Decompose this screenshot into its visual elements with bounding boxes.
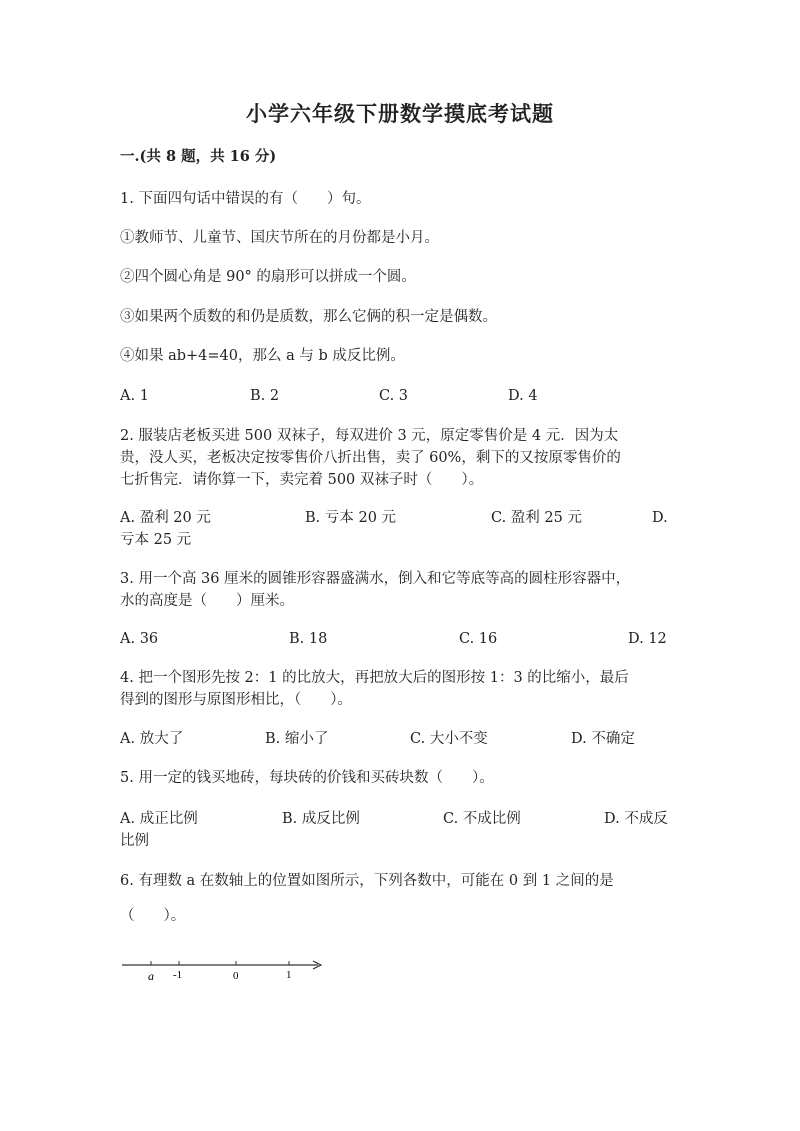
q5-option-d-continued: 比例 (120, 833, 149, 849)
label-a: a (148, 969, 154, 983)
number-line-figure (120, 955, 330, 985)
q1-statement-3: ③如果两个质数的和仍是质数，那么它俩的积一定是偶数。 (120, 309, 497, 325)
q2-option-c[interactable]: C. 盈利 25 元 (491, 510, 582, 526)
q3-stem-line-1: 3. 用一个高 36 厘米的圆锥形容器盛满水，倒入和它等底等高的圆柱形容器中， (120, 571, 631, 587)
q3-option-b[interactable]: B. 18 (289, 631, 328, 647)
q6-stem-line-1: 6. 有理数 a 在数轴上的位置如图所示，下列各数中，可能在 0 到 1 之间的是 (120, 873, 614, 889)
section-heading: 一.(共 8 题，共 16 分) (120, 148, 277, 165)
q3-stem-line-2: 水的高度是（ ）厘米。 (120, 593, 294, 609)
q5-option-d[interactable]: D. 不成反 (604, 811, 668, 827)
q6-stem-line-2: （ ）。 (120, 908, 186, 924)
q5-option-a[interactable]: A. 成正比例 (120, 811, 198, 827)
q1-statement-4: ④如果 ab+4=40，那么 a 与 b 成反比例。 (120, 348, 405, 364)
q3-option-a[interactable]: A. 36 (120, 631, 159, 647)
page-title: 小学六年级下册数学摸底考试题 (246, 101, 554, 126)
q5-stem: 5. 用一定的钱买地砖，每块砖的价钱和买砖块数（ ）。 (120, 770, 494, 786)
q5-option-c[interactable]: C. 不成比例 (443, 811, 521, 827)
q2-stem-line-1: 2. 服装店老板买进 500 双袜子，每双进价 3 元，原定零售价是 4 元．因为太 (120, 428, 619, 444)
q1-option-a[interactable]: A. 1 (120, 388, 149, 404)
q1-option-d[interactable]: D. 4 (508, 388, 538, 404)
q5-option-b[interactable]: B. 成反比例 (282, 811, 360, 827)
q1-option-c[interactable]: C. 3 (379, 388, 409, 404)
q4-stem-line-1: 4. 把一个图形先按 2：1 的比放大，再把放大后的图形按 1：3 的比缩小，最后 (120, 670, 629, 686)
q4-option-b[interactable]: B. 缩小了 (265, 731, 329, 747)
q4-option-c[interactable]: C. 大小不变 (410, 731, 488, 747)
q4-option-d[interactable]: D. 不确定 (571, 731, 635, 747)
q4-stem-line-2: 得到的图形与原图形相比，（ ）。 (120, 692, 352, 708)
label-1: 1 (286, 969, 292, 981)
q2-option-d-continued: 亏本 25 元 (120, 532, 192, 548)
q2-option-a[interactable]: A. 盈利 20 元 (120, 510, 211, 526)
q3-option-c[interactable]: C. 16 (459, 631, 498, 647)
label-0: 0 (233, 970, 239, 982)
q2-stem-line-2: 贵，没人买，老板决定按零售价八折出售，卖了 60%，剩下的又按原零售价的 (120, 450, 621, 466)
q1-stem: 1. 下面四句话中错误的有（ ）句。 (120, 191, 371, 207)
q2-option-b[interactable]: B. 亏本 20 元 (305, 510, 397, 526)
q1-option-b[interactable]: B. 2 (250, 388, 280, 404)
q2-stem-line-3: 七折售完．请你算一下，卖完着 500 双袜子时（ ）。 (120, 472, 484, 488)
q3-option-d[interactable]: D. 12 (628, 631, 667, 647)
label-minus-1: -1 (173, 969, 183, 981)
q2-option-d[interactable]: D. (652, 510, 668, 526)
q1-statement-2: ②四个圆心角是 90° 的扇形可以拼成一个圆。 (120, 269, 416, 285)
q4-option-a[interactable]: A. 放大了 (120, 731, 184, 747)
q1-statement-1: ①教师节、儿童节、国庆节所在的月份都是小月。 (120, 230, 439, 246)
